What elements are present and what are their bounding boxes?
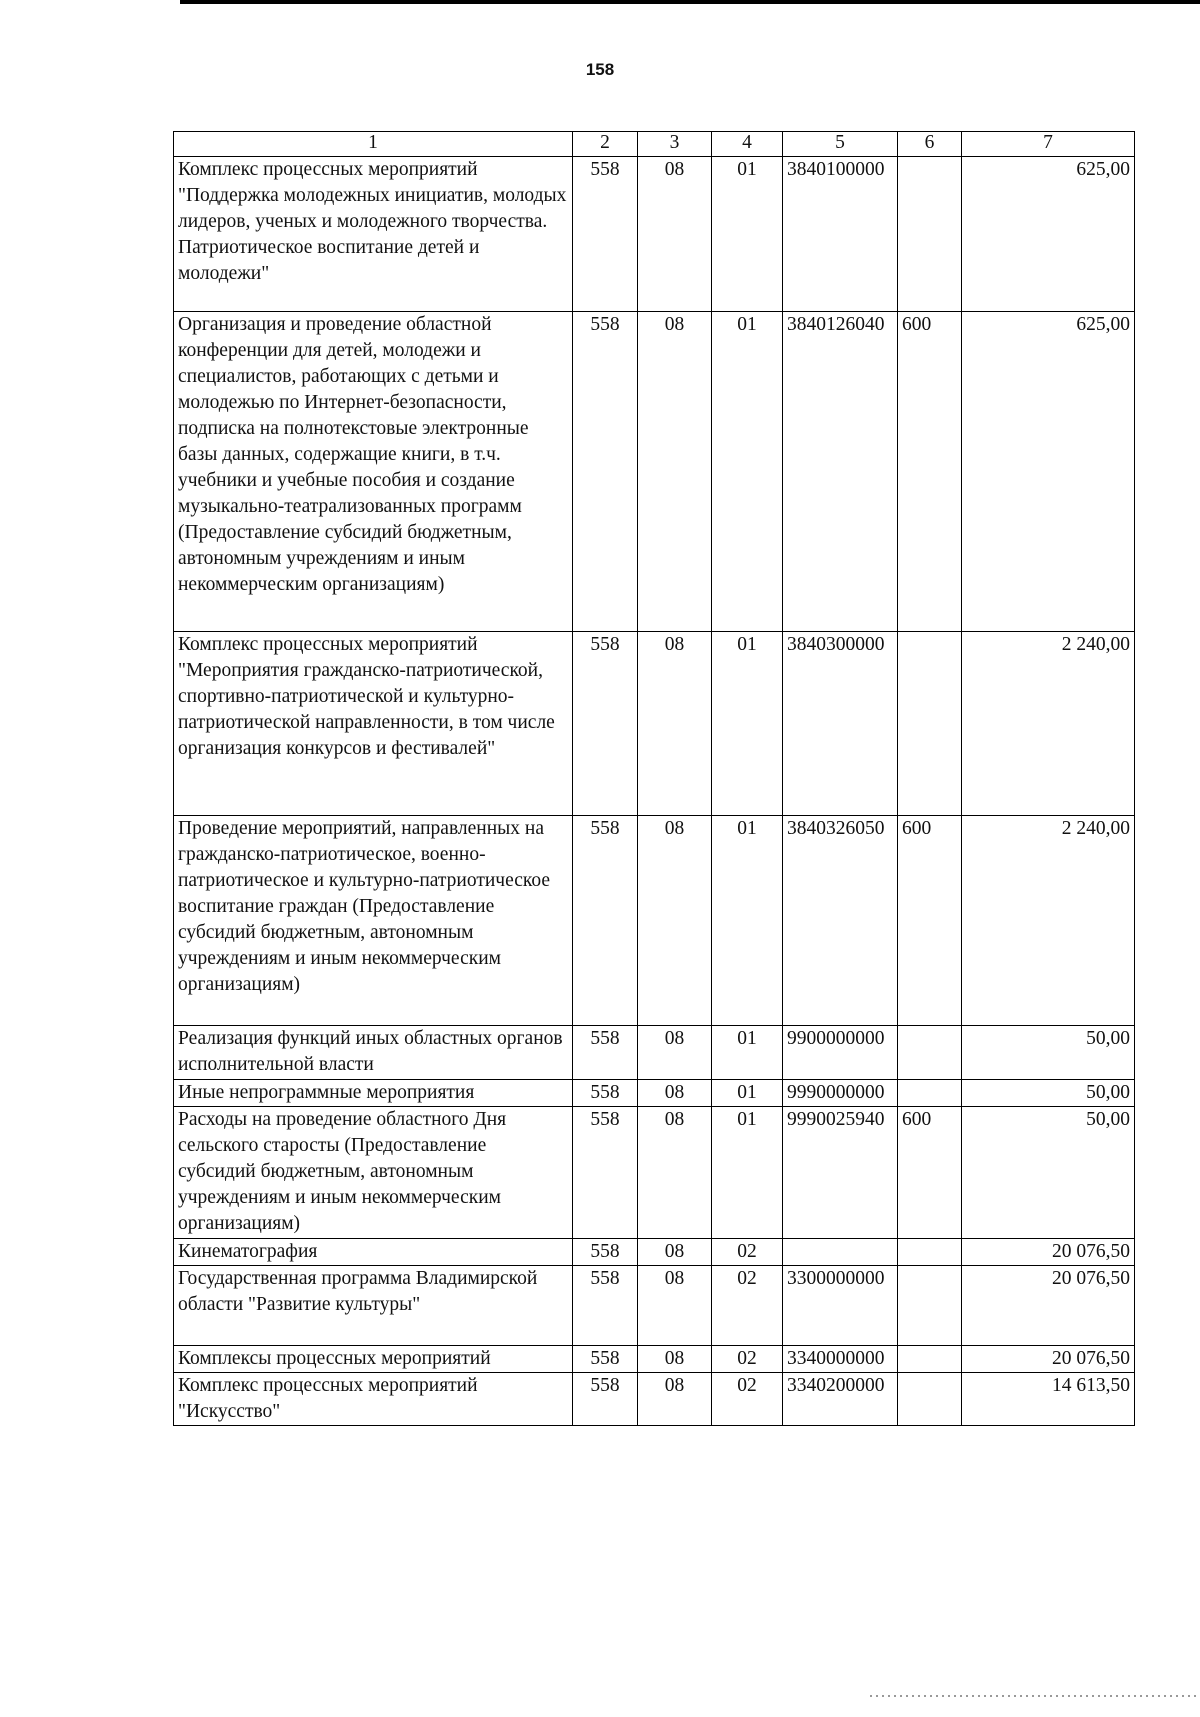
cell-6 (898, 1266, 962, 1346)
cell-2: 558 (573, 1239, 638, 1266)
header-cell: 7 (962, 132, 1135, 157)
cell-7: 50,00 (962, 1080, 1135, 1107)
cell-6 (898, 1026, 962, 1080)
table-row (174, 312, 1135, 632)
cell-4: 02 (712, 1373, 783, 1426)
cell-5: 3340000000 (783, 1346, 898, 1373)
cell-2: 558 (573, 1373, 638, 1426)
cell-3: 08 (638, 1107, 712, 1239)
cell-3: 08 (638, 632, 712, 816)
table-row (174, 1373, 1135, 1426)
cell-5: 3340200000 (783, 1373, 898, 1426)
cell-6 (898, 632, 962, 816)
cell-name: Реализация функций иных областных органов исполнительной власти (174, 1026, 573, 1080)
header-cell: 1 (174, 132, 573, 157)
header-cell: 6 (898, 132, 962, 157)
cell-name: Комплекс процессных мероприятий "Поддержка молодежных инициатив, молодых лидеров, ученых и молодежного творчества. Патриотическое воспитание детей и молодежи" (174, 157, 573, 312)
cell-3: 08 (638, 157, 712, 312)
cell-3: 08 (638, 1239, 712, 1266)
cell-3: 08 (638, 1266, 712, 1346)
cell-5 (783, 1239, 898, 1266)
cell-2: 558 (573, 1346, 638, 1373)
cell-3: 08 (638, 1026, 712, 1080)
cell-name: Комплексы процессных мероприятий (174, 1346, 573, 1373)
cell-3: 08 (638, 1346, 712, 1373)
cell-6 (898, 157, 962, 312)
cell-name: Организация и проведение областной конференции для детей, молодежи и специалистов, работающих с детьми и молодежью по Интернет-безопасности, подписка на полнотекстовые электронные базы данных, содержащие книги, в т.ч. учебники и учебные пособия и создание музыкально-театрализованных программ (Предоставление субсидий бюджетным, автономным учреждениям и иным некоммерческим организациям) (174, 312, 573, 632)
table-row (174, 1266, 1135, 1346)
cell-3: 08 (638, 816, 712, 1026)
cell-2: 558 (573, 1026, 638, 1080)
cell-7: 2 240,00 (962, 816, 1135, 1026)
cell-4: 01 (712, 1080, 783, 1107)
table-row (174, 157, 1135, 312)
page-number: 158 (585, 60, 615, 79)
cell-5: 3840326050 (783, 816, 898, 1026)
table-row (174, 1107, 1135, 1239)
cell-5: 3840300000 (783, 632, 898, 816)
cell-5: 3840100000 (783, 157, 898, 312)
cell-4: 01 (712, 632, 783, 816)
cell-2: 558 (573, 312, 638, 632)
table-row (174, 1346, 1135, 1373)
table-row (174, 1026, 1135, 1080)
cell-2: 558 (573, 632, 638, 816)
cell-name: Государственная программа Владимирской области "Развитие культуры" (174, 1266, 573, 1346)
cell-5: 3840126040 (783, 312, 898, 632)
header-cell: 4 (712, 132, 783, 157)
cell-name: Комплекс процессных мероприятий "Мероприятия гражданско-патриотической, спортивно-патриотической и культурно-патриотической направленности, в том числе организация конкурсов и фестивалей" (174, 632, 573, 816)
cell-3: 08 (638, 1373, 712, 1426)
cell-6 (898, 1373, 962, 1426)
cell-7: 50,00 (962, 1107, 1135, 1239)
cell-7: 625,00 (962, 312, 1135, 632)
cell-2: 558 (573, 816, 638, 1026)
table-row (174, 1080, 1135, 1107)
cell-3: 08 (638, 312, 712, 632)
cell-7: 2 240,00 (962, 632, 1135, 816)
cell-6: 600 (898, 312, 962, 632)
cell-4: 01 (712, 1107, 783, 1239)
cell-6: 600 (898, 816, 962, 1026)
cell-2: 558 (573, 1266, 638, 1346)
scan-edge-mark (870, 1695, 1200, 1697)
cell-4: 02 (712, 1266, 783, 1346)
cell-2: 558 (573, 157, 638, 312)
cell-6 (898, 1080, 962, 1107)
cell-5: 9900000000 (783, 1026, 898, 1080)
cell-name: Расходы на проведение областного Дня сельского старосты (Предоставление субсидий бюджетным, автономным учреждениям и иным некоммерческим организациям) (174, 1107, 573, 1239)
top-border-line (180, 0, 1200, 4)
cell-6: 600 (898, 1107, 962, 1239)
cell-2: 558 (573, 1080, 638, 1107)
cell-7: 20 076,50 (962, 1266, 1135, 1346)
cell-4: 01 (712, 312, 783, 632)
table-row (174, 816, 1135, 1026)
cell-7: 20 076,50 (962, 1346, 1135, 1373)
cell-3: 08 (638, 1080, 712, 1107)
cell-4: 01 (712, 816, 783, 1026)
header-row (174, 132, 1135, 157)
cell-5: 9990025940 (783, 1107, 898, 1239)
cell-name: Кинематография (174, 1239, 573, 1266)
cell-6 (898, 1239, 962, 1266)
cell-7: 625,00 (962, 157, 1135, 312)
cell-6 (898, 1346, 962, 1373)
header-cell: 2 (573, 132, 638, 157)
cell-name: Проведение мероприятий, направленных на гражданско-патриотическое, военно-патриотическое и культурно-патриотическое воспитание граждан (Предоставление субсидий бюджетным, автономным учреждениям и иным некоммерческим организациям) (174, 816, 573, 1026)
cell-5: 3300000000 (783, 1266, 898, 1346)
cell-name: Иные непрограммные мероприятия (174, 1080, 573, 1107)
table-row (174, 632, 1135, 816)
cell-7: 20 076,50 (962, 1239, 1135, 1266)
cell-4: 01 (712, 1026, 783, 1080)
cell-4: 02 (712, 1239, 783, 1266)
cell-2: 558 (573, 1107, 638, 1239)
cell-name: Комплекс процессных мероприятий "Искусство" (174, 1373, 573, 1426)
cell-7: 14 613,50 (962, 1373, 1135, 1426)
cell-5: 9990000000 (783, 1080, 898, 1107)
cell-4: 01 (712, 157, 783, 312)
budget-table (173, 131, 1135, 1426)
table-row (174, 1239, 1135, 1266)
cell-4: 02 (712, 1346, 783, 1373)
cell-7: 50,00 (962, 1026, 1135, 1080)
header-cell: 5 (783, 132, 898, 157)
header-cell: 3 (638, 132, 712, 157)
